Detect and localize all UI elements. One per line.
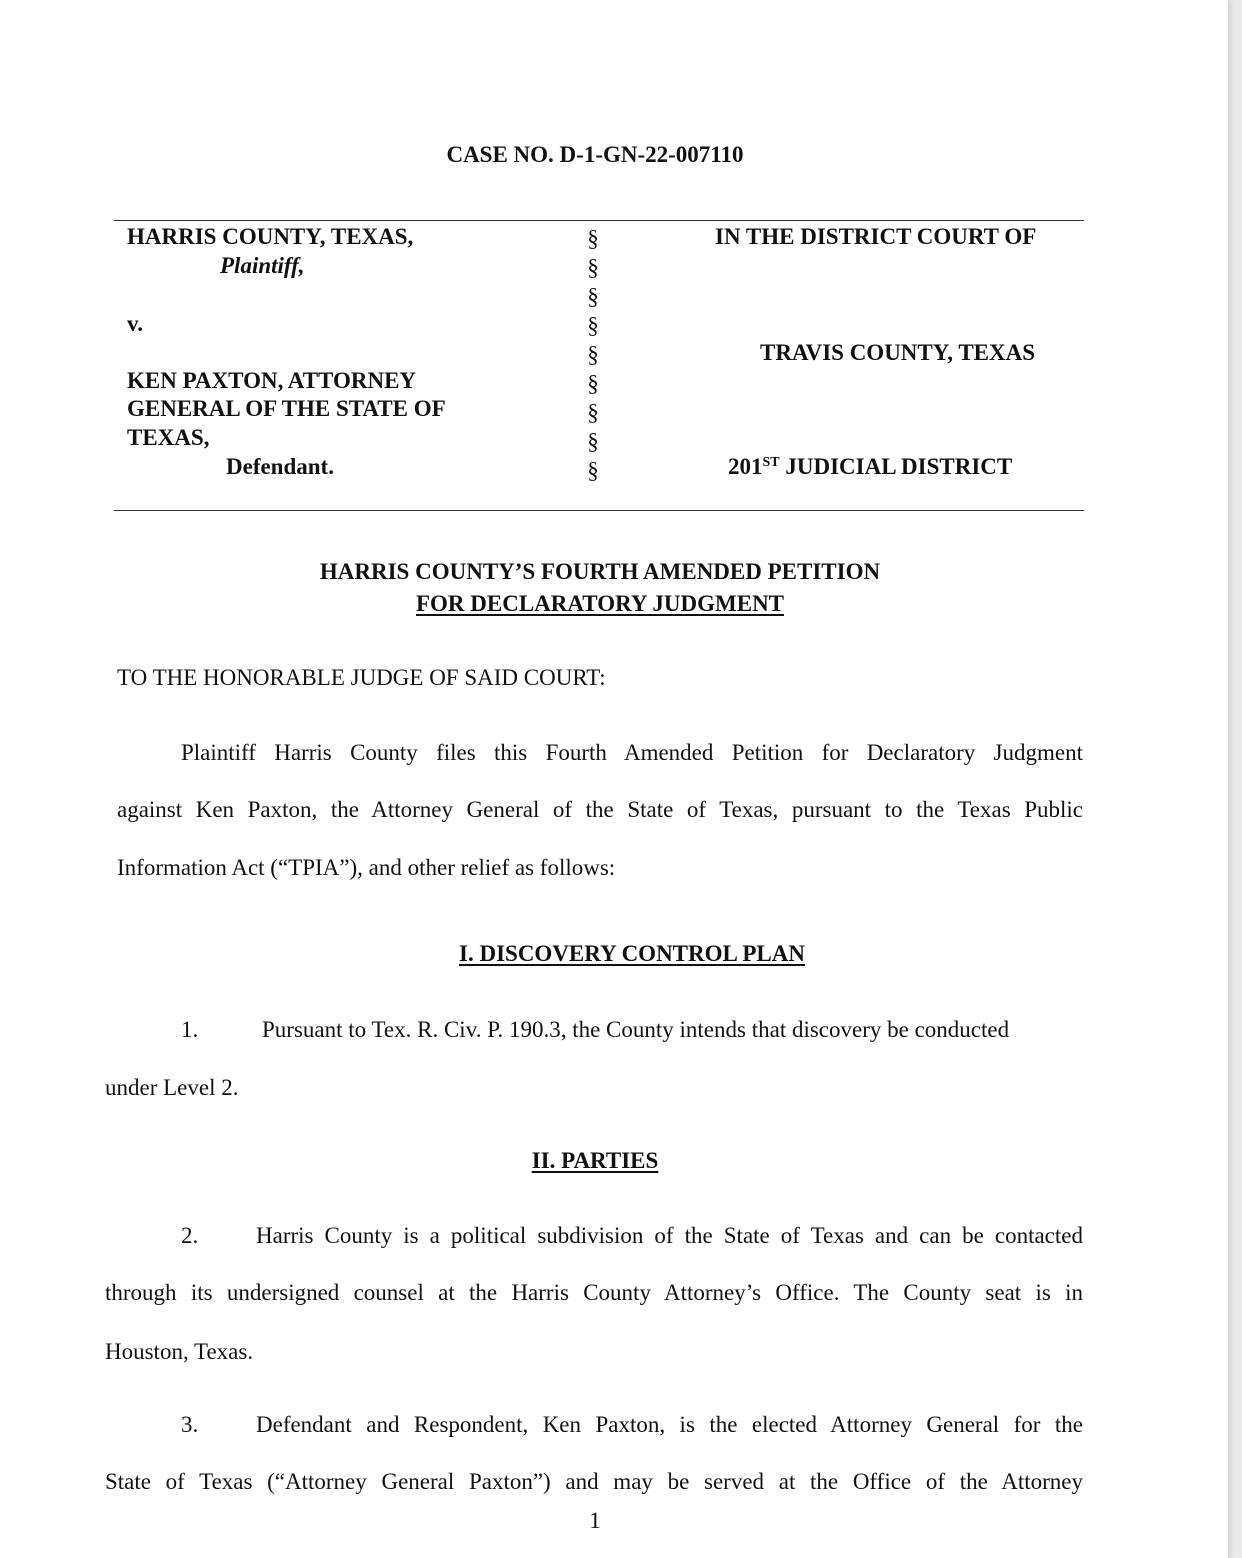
judicial-district xyxy=(728,454,1012,480)
section-symbol: § xyxy=(587,458,599,483)
versus-label: v. xyxy=(127,311,143,336)
paragraph1-line1: Pursuant to Tex. R. Civ. P. 190.3, the County intends that discovery be conducted xyxy=(262,1017,1010,1042)
plaintiff-name: HARRIS COUNTY, TEXAS, xyxy=(127,224,414,249)
section-heading-parties: II. PARTIES xyxy=(531,1148,659,1173)
plaintiff-role: Plaintiff, xyxy=(220,253,305,278)
section-symbol: § xyxy=(587,284,599,309)
paragraph-number: 1. xyxy=(181,1017,199,1042)
defendant-name-line3: TEXAS, xyxy=(127,425,210,450)
paragraph-number: 2. xyxy=(181,1223,199,1248)
defendant-name-line2: GENERAL OF THE STATE OF xyxy=(127,396,446,421)
section-symbol: § xyxy=(587,313,599,338)
petition-title-line1: HARRIS COUNTY’S FOURTH AMENDED PETITION xyxy=(319,559,881,584)
paragraph2-line3: Houston, Texas. xyxy=(105,1339,254,1364)
district-number: 201 xyxy=(728,454,763,479)
court-name-line1: IN THE DISTRICT COURT OF xyxy=(715,224,1037,249)
salutation: TO THE HONORABLE JUDGE OF SAID COURT: xyxy=(117,665,606,690)
section-symbol: § xyxy=(587,429,599,454)
section-symbol: § xyxy=(587,255,599,280)
caption-top-rule xyxy=(114,220,1084,221)
caption-bottom-rule xyxy=(114,510,1084,511)
paragraph-number: 3. xyxy=(181,1412,199,1437)
intro-line2: against Ken Paxton, the Attorney General of the State of Texas, pursuant to the Texas Public xyxy=(117,797,1083,822)
case-number: CASE NO. D-1-GN-22-007110 xyxy=(446,142,744,167)
paragraph3-line1: Defendant and Respondent, Ken Paxton, is the elected Attorney General for the xyxy=(256,1412,1083,1437)
petition-title-line2: FOR DECLARATORY JUDGMENT xyxy=(415,591,785,616)
district-suffix: ST xyxy=(762,455,780,470)
defendant-role: Defendant. xyxy=(226,454,334,479)
section-heading-discovery: I. DISCOVERY CONTROL PLAN xyxy=(459,941,805,966)
intro-line3: Information Act (“TPIA”), and other relief as follows: xyxy=(117,855,616,880)
paragraph2-line2: through its undersigned counsel at the Harris County Attorney’s Office. The County seat is in xyxy=(105,1280,1083,1305)
intro-line1: Plaintiff Harris County files this Fourth Amended Petition for Declaratory Judgment xyxy=(181,740,1083,765)
district-text: JUDICIAL DISTRICT xyxy=(779,454,1013,479)
section-symbol: § xyxy=(587,371,599,396)
section-symbol: § xyxy=(587,400,599,425)
defendant-name-line1: KEN PAXTON, ATTORNEY xyxy=(127,368,417,393)
court-name-line2: TRAVIS COUNTY, TEXAS xyxy=(760,340,1036,365)
paragraph1-line2: under Level 2. xyxy=(105,1075,239,1100)
paragraph2-line1: Harris County is a political subdivision of the State of Texas and can be contacted xyxy=(256,1223,1083,1248)
section-symbol-column xyxy=(583,222,603,483)
section-symbol: § xyxy=(587,342,599,367)
paragraph3-line2: State of Texas (“Attorney General Paxton”) and may be served at the Office of the Attorney xyxy=(105,1469,1083,1494)
page-number: 1 xyxy=(589,1508,601,1533)
section-symbol: § xyxy=(587,226,599,251)
